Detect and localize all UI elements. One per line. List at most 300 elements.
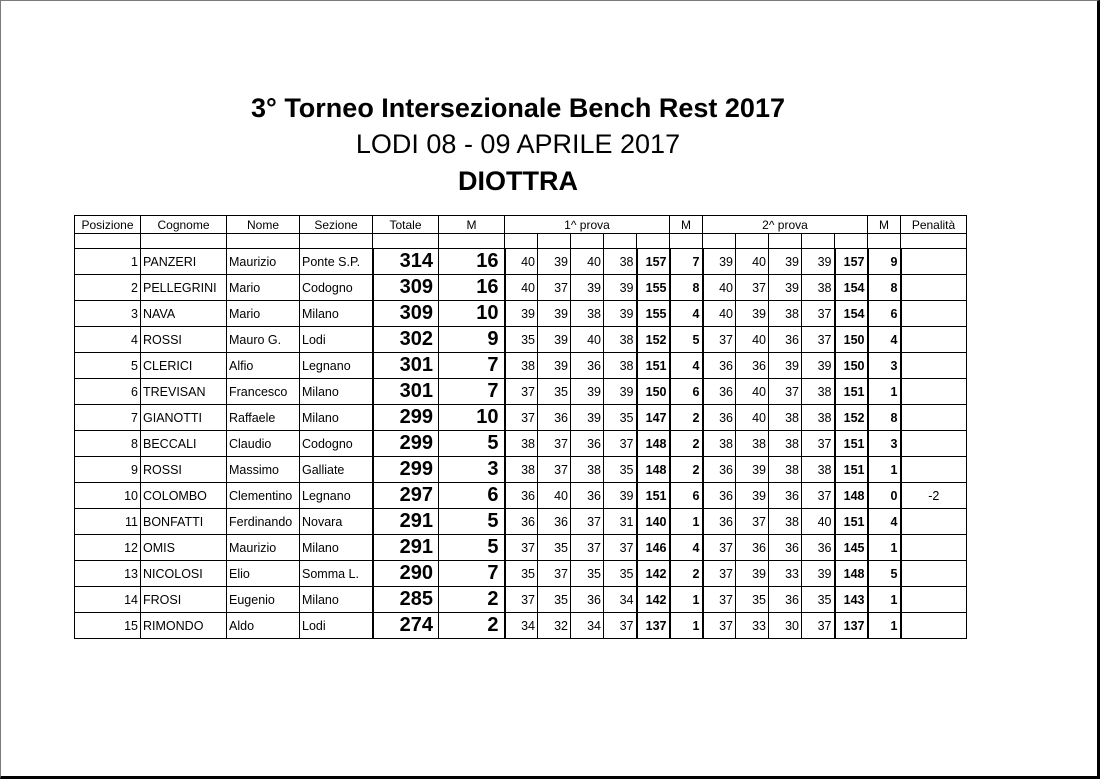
cell-posizione: 6 <box>75 379 141 405</box>
cell-totale: 299 <box>373 431 439 457</box>
cell-p1-2: 40 <box>538 483 571 509</box>
cell-p2-1: 36 <box>703 405 736 431</box>
cell-p1-1: 35 <box>505 561 538 587</box>
cell-p2-2: 35 <box>736 587 769 613</box>
table-row <box>75 587 967 613</box>
cell-cognome: NAVA <box>141 301 227 327</box>
cell-m2: 5 <box>868 561 901 587</box>
cell-penalita <box>901 587 967 613</box>
cell-totale: 291 <box>373 509 439 535</box>
cell-sezione: Lodi <box>300 327 373 353</box>
cell-penalita: -2 <box>901 483 967 509</box>
cell-p2-2: 39 <box>736 483 769 509</box>
cell-m1: 1 <box>670 509 703 535</box>
cell-nome: Ferdinando <box>227 509 300 535</box>
cell-p1-3: 34 <box>571 613 604 639</box>
cell-subtotal-2: 157 <box>835 249 868 275</box>
cell-m1: 6 <box>670 379 703 405</box>
cell-nome: Claudio <box>227 431 300 457</box>
cell-cognome: ROSSI <box>141 327 227 353</box>
cell-m: 3 <box>439 457 505 483</box>
cell-p2-3: 36 <box>769 327 802 353</box>
cell-p1-2: 39 <box>538 327 571 353</box>
cell-p1-1: 38 <box>505 353 538 379</box>
cell-m1: 6 <box>670 483 703 509</box>
cell-p1-4: 37 <box>604 535 637 561</box>
cell-posizione: 12 <box>75 535 141 561</box>
cell-p1-1: 37 <box>505 405 538 431</box>
cell-p1-4: 35 <box>604 405 637 431</box>
cell-p2-3: 38 <box>769 301 802 327</box>
cell-p1-4: 38 <box>604 353 637 379</box>
cell-p2-4: 38 <box>802 275 835 301</box>
cell-p1-3: 37 <box>571 509 604 535</box>
cell-p1-4: 39 <box>604 379 637 405</box>
cell-p1-4: 35 <box>604 457 637 483</box>
cell-p2-3: 36 <box>769 587 802 613</box>
cell-subtotal-1: 142 <box>637 561 670 587</box>
header-m2: M <box>868 216 901 234</box>
header-sezione: Sezione <box>300 216 373 234</box>
cell-p1-2: 36 <box>538 405 571 431</box>
cell-nome: Aldo <box>227 613 300 639</box>
cell-m: 2 <box>439 613 505 639</box>
cell-p2-1: 37 <box>703 613 736 639</box>
cell-p2-2: 39 <box>736 561 769 587</box>
cell-p1-3: 40 <box>571 327 604 353</box>
cell-nome: Mario <box>227 275 300 301</box>
cell-p1-1: 36 <box>505 509 538 535</box>
cell-p1-1: 34 <box>505 613 538 639</box>
cell-p2-4: 39 <box>802 353 835 379</box>
cell-totale: 291 <box>373 535 439 561</box>
cell-cognome: ROSSI <box>141 457 227 483</box>
cell-p2-1: 36 <box>703 509 736 535</box>
cell-subtotal-1: 157 <box>637 249 670 275</box>
table-row <box>75 613 967 639</box>
cell-m1: 1 <box>670 587 703 613</box>
cell-p2-4: 40 <box>802 509 835 535</box>
cell-nome: Elio <box>227 561 300 587</box>
cell-m: 6 <box>439 483 505 509</box>
table-row <box>75 353 967 379</box>
header-totale: Totale <box>373 216 439 234</box>
cell-sezione: Codogno <box>300 275 373 301</box>
cell-penalita <box>901 509 967 535</box>
cell-totale: 302 <box>373 327 439 353</box>
cell-p2-3: 30 <box>769 613 802 639</box>
event-location-date: LODI 08 - 09 APRILE 2017 <box>355 129 681 159</box>
cell-p2-4: 39 <box>802 249 835 275</box>
cell-m2: 3 <box>868 431 901 457</box>
cell-p2-1: 37 <box>703 535 736 561</box>
cell-p1-3: 36 <box>571 587 604 613</box>
cell-p2-4: 38 <box>802 457 835 483</box>
cell-p2-3: 38 <box>769 509 802 535</box>
cell-p1-3: 37 <box>571 535 604 561</box>
cell-subtotal-1: 155 <box>637 275 670 301</box>
cell-p2-3: 38 <box>769 431 802 457</box>
cell-penalita <box>901 535 967 561</box>
header-row <box>75 216 967 234</box>
cell-posizione: 13 <box>75 561 141 587</box>
cell-nome: Clementino <box>227 483 300 509</box>
cell-p2-4: 39 <box>802 561 835 587</box>
cell-p2-3: 33 <box>769 561 802 587</box>
cell-p2-1: 36 <box>703 457 736 483</box>
cell-cognome: TREVISAN <box>141 379 227 405</box>
cell-p1-2: 32 <box>538 613 571 639</box>
cell-subtotal-2: 151 <box>835 431 868 457</box>
results-table <box>74 215 967 639</box>
blank-row <box>75 234 967 249</box>
cell-cognome: GIANOTTI <box>141 405 227 431</box>
cell-m2: 6 <box>868 301 901 327</box>
cell-p1-3: 39 <box>571 275 604 301</box>
cell-totale: 274 <box>373 613 439 639</box>
cell-m1: 7 <box>670 249 703 275</box>
cell-m2: 3 <box>868 353 901 379</box>
cell-p1-3: 36 <box>571 431 604 457</box>
cell-p1-4: 34 <box>604 587 637 613</box>
cell-penalita <box>901 275 967 301</box>
cell-p2-2: 33 <box>736 613 769 639</box>
cell-totale: 299 <box>373 457 439 483</box>
cell-p2-3: 38 <box>769 457 802 483</box>
cell-p2-3: 37 <box>769 379 802 405</box>
cell-nome: Maurizio <box>227 535 300 561</box>
cell-m: 7 <box>439 561 505 587</box>
cell-penalita <box>901 431 967 457</box>
cell-p2-1: 39 <box>703 249 736 275</box>
cell-totale: 309 <box>373 301 439 327</box>
table-row <box>75 405 967 431</box>
table-row <box>75 301 967 327</box>
cell-p2-3: 36 <box>769 483 802 509</box>
cell-m1: 8 <box>670 275 703 301</box>
cell-p1-1: 36 <box>505 483 538 509</box>
cell-p1-1: 38 <box>505 431 538 457</box>
cell-m: 16 <box>439 275 505 301</box>
cell-m2: 8 <box>868 275 901 301</box>
cell-subtotal-2: 137 <box>835 613 868 639</box>
tournament-title: 3° Torneo Intersezionale Bench Rest 2017 <box>251 93 785 123</box>
cell-penalita <box>901 249 967 275</box>
cell-subtotal-1: 152 <box>637 327 670 353</box>
cell-m2: 8 <box>868 405 901 431</box>
cell-posizione: 8 <box>75 431 141 457</box>
cell-subtotal-1: 148 <box>637 431 670 457</box>
cell-p2-4: 37 <box>802 327 835 353</box>
cell-p2-1: 36 <box>703 353 736 379</box>
cell-m1: 5 <box>670 327 703 353</box>
cell-sezione: Somma L. <box>300 561 373 587</box>
cell-p1-2: 37 <box>538 457 571 483</box>
cell-nome: Maurizio <box>227 249 300 275</box>
cell-p1-3: 39 <box>571 379 604 405</box>
cell-m: 2 <box>439 587 505 613</box>
cell-p2-2: 39 <box>736 457 769 483</box>
cell-p1-2: 39 <box>538 301 571 327</box>
cell-posizione: 9 <box>75 457 141 483</box>
cell-p1-2: 37 <box>538 275 571 301</box>
cell-p2-1: 40 <box>703 301 736 327</box>
cell-penalita <box>901 457 967 483</box>
cell-subtotal-2: 152 <box>835 405 868 431</box>
cell-p1-3: 39 <box>571 405 604 431</box>
cell-m: 5 <box>439 509 505 535</box>
header-posizione: Posizione <box>75 216 141 234</box>
cell-p1-1: 37 <box>505 587 538 613</box>
cell-p1-1: 39 <box>505 301 538 327</box>
table-row <box>75 457 967 483</box>
cell-p1-2: 35 <box>538 379 571 405</box>
cell-posizione: 3 <box>75 301 141 327</box>
cell-subtotal-2: 154 <box>835 275 868 301</box>
cell-p2-3: 39 <box>769 249 802 275</box>
cell-p2-3: 38 <box>769 405 802 431</box>
cell-m: 16 <box>439 249 505 275</box>
cell-sezione: Milano <box>300 405 373 431</box>
cell-subtotal-2: 143 <box>835 587 868 613</box>
cell-subtotal-2: 145 <box>835 535 868 561</box>
cell-cognome: FROSI <box>141 587 227 613</box>
cell-m2: 1 <box>868 379 901 405</box>
cell-cognome: PANZERI <box>141 249 227 275</box>
cell-sezione: Milano <box>300 301 373 327</box>
table-row <box>75 379 967 405</box>
table-row <box>75 431 967 457</box>
header-prova2: 2^ prova <box>703 216 868 234</box>
cell-penalita <box>901 379 967 405</box>
cell-subtotal-1: 150 <box>637 379 670 405</box>
cell-sezione: Legnano <box>300 353 373 379</box>
cell-m1: 2 <box>670 431 703 457</box>
cell-p2-1: 37 <box>703 587 736 613</box>
table-row <box>75 509 967 535</box>
cell-subtotal-1: 142 <box>637 587 670 613</box>
cell-subtotal-1: 151 <box>637 353 670 379</box>
cell-m2: 1 <box>868 587 901 613</box>
cell-posizione: 14 <box>75 587 141 613</box>
cell-totale: 301 <box>373 353 439 379</box>
cell-cognome: OMIS <box>141 535 227 561</box>
cell-m: 9 <box>439 327 505 353</box>
cell-m2: 0 <box>868 483 901 509</box>
cell-m1: 2 <box>670 457 703 483</box>
cell-subtotal-1: 155 <box>637 301 670 327</box>
cell-p2-2: 37 <box>736 275 769 301</box>
cell-cognome: NICOLOSI <box>141 561 227 587</box>
cell-p1-2: 39 <box>538 249 571 275</box>
cell-p2-2: 40 <box>736 405 769 431</box>
cell-p1-1: 37 <box>505 535 538 561</box>
cell-p2-4: 37 <box>802 483 835 509</box>
cell-subtotal-1: 146 <box>637 535 670 561</box>
table-row <box>75 249 967 275</box>
cell-p2-1: 37 <box>703 561 736 587</box>
table-row <box>75 561 967 587</box>
cell-sezione: Codogno <box>300 431 373 457</box>
cell-posizione: 5 <box>75 353 141 379</box>
cell-p1-1: 35 <box>505 327 538 353</box>
cell-p1-2: 35 <box>538 587 571 613</box>
cell-totale: 309 <box>373 275 439 301</box>
cell-p1-3: 35 <box>571 561 604 587</box>
cell-cognome: CLERICI <box>141 353 227 379</box>
table-row <box>75 275 967 301</box>
cell-totale: 290 <box>373 561 439 587</box>
cell-p2-2: 40 <box>736 249 769 275</box>
table-row <box>75 327 967 353</box>
cell-subtotal-2: 151 <box>835 379 868 405</box>
cell-penalita <box>901 301 967 327</box>
cell-sezione: Novara <box>300 509 373 535</box>
cell-p1-4: 39 <box>604 275 637 301</box>
cell-sezione: Galliate <box>300 457 373 483</box>
cell-totale: 297 <box>373 483 439 509</box>
cell-cognome: BECCALI <box>141 431 227 457</box>
cell-p2-2: 39 <box>736 301 769 327</box>
cell-p1-2: 37 <box>538 431 571 457</box>
header-m1: M <box>670 216 703 234</box>
cell-cognome: RIMONDO <box>141 613 227 639</box>
cell-sezione: Milano <box>300 379 373 405</box>
cell-sezione: Legnano <box>300 483 373 509</box>
cell-p1-3: 38 <box>571 457 604 483</box>
cell-p1-3: 38 <box>571 301 604 327</box>
cell-subtotal-1: 140 <box>637 509 670 535</box>
cell-subtotal-2: 148 <box>835 561 868 587</box>
cell-posizione: 4 <box>75 327 141 353</box>
cell-penalita <box>901 613 967 639</box>
cell-m2: 9 <box>868 249 901 275</box>
cell-m1: 2 <box>670 561 703 587</box>
cell-p2-1: 37 <box>703 327 736 353</box>
cell-penalita <box>901 561 967 587</box>
cell-subtotal-2: 148 <box>835 483 868 509</box>
cell-totale: 299 <box>373 405 439 431</box>
cell-p1-4: 37 <box>604 431 637 457</box>
cell-subtotal-2: 150 <box>835 327 868 353</box>
cell-p1-4: 38 <box>604 249 637 275</box>
cell-m2: 4 <box>868 327 901 353</box>
cell-m: 5 <box>439 535 505 561</box>
cell-p1-3: 36 <box>571 353 604 379</box>
cell-m: 10 <box>439 301 505 327</box>
cell-p2-2: 40 <box>736 327 769 353</box>
cell-p2-3: 39 <box>769 275 802 301</box>
cell-p1-1: 40 <box>505 249 538 275</box>
cell-p1-4: 35 <box>604 561 637 587</box>
cell-subtotal-1: 151 <box>637 483 670 509</box>
cell-sezione: Milano <box>300 587 373 613</box>
cell-posizione: 2 <box>75 275 141 301</box>
cell-subtotal-2: 151 <box>835 509 868 535</box>
cell-m: 7 <box>439 379 505 405</box>
cell-subtotal-1: 148 <box>637 457 670 483</box>
cell-p2-4: 38 <box>802 405 835 431</box>
cell-m2: 1 <box>868 457 901 483</box>
cell-subtotal-2: 154 <box>835 301 868 327</box>
cell-p2-4: 38 <box>802 379 835 405</box>
cell-m1: 4 <box>670 301 703 327</box>
cell-penalita <box>901 405 967 431</box>
cell-subtotal-2: 151 <box>835 457 868 483</box>
header-cognome: Cognome <box>141 216 227 234</box>
cell-penalita <box>901 327 967 353</box>
cell-m1: 4 <box>670 535 703 561</box>
cell-p1-4: 31 <box>604 509 637 535</box>
cell-nome: Alfio <box>227 353 300 379</box>
cell-m: 5 <box>439 431 505 457</box>
cell-p2-1: 36 <box>703 483 736 509</box>
cell-p2-4: 37 <box>802 431 835 457</box>
cell-m2: 4 <box>868 509 901 535</box>
cell-posizione: 7 <box>75 405 141 431</box>
cell-posizione: 1 <box>75 249 141 275</box>
table-row <box>75 483 967 509</box>
cell-p2-4: 35 <box>802 587 835 613</box>
cell-p1-1: 37 <box>505 379 538 405</box>
cell-posizione: 10 <box>75 483 141 509</box>
cell-p2-1: 38 <box>703 431 736 457</box>
cell-p2-4: 37 <box>802 613 835 639</box>
header-penalita: Penalità <box>901 216 967 234</box>
cell-p2-3: 36 <box>769 535 802 561</box>
cell-m2: 1 <box>868 613 901 639</box>
cell-p1-4: 37 <box>604 613 637 639</box>
cell-totale: 301 <box>373 379 439 405</box>
cell-subtotal-1: 137 <box>637 613 670 639</box>
cell-sezione: Milano <box>300 535 373 561</box>
header-nome: Nome <box>227 216 300 234</box>
cell-totale: 314 <box>373 249 439 275</box>
cell-p1-2: 36 <box>538 509 571 535</box>
cell-p1-3: 36 <box>571 483 604 509</box>
cell-p2-2: 38 <box>736 431 769 457</box>
cell-cognome: COLOMBO <box>141 483 227 509</box>
cell-p1-4: 38 <box>604 327 637 353</box>
cell-nome: Massimo <box>227 457 300 483</box>
cell-nome: Mauro G. <box>227 327 300 353</box>
cell-p2-2: 36 <box>736 353 769 379</box>
cell-p1-2: 39 <box>538 353 571 379</box>
cell-p1-1: 40 <box>505 275 538 301</box>
cell-posizione: 11 <box>75 509 141 535</box>
category-title: DIOTTRA <box>458 166 578 196</box>
cell-sezione: Ponte S.P. <box>300 249 373 275</box>
cell-m1: 4 <box>670 353 703 379</box>
cell-m2: 1 <box>868 535 901 561</box>
cell-p1-4: 39 <box>604 301 637 327</box>
cell-p2-2: 40 <box>736 379 769 405</box>
cell-p1-2: 37 <box>538 561 571 587</box>
cell-nome: Raffaele <box>227 405 300 431</box>
cell-m1: 1 <box>670 613 703 639</box>
cell-p2-1: 36 <box>703 379 736 405</box>
cell-p2-4: 37 <box>802 301 835 327</box>
cell-p1-4: 39 <box>604 483 637 509</box>
cell-p1-2: 35 <box>538 535 571 561</box>
header-prova1: 1^ prova <box>505 216 670 234</box>
table-row <box>75 535 967 561</box>
cell-p1-3: 40 <box>571 249 604 275</box>
cell-nome: Mario <box>227 301 300 327</box>
cell-p2-3: 39 <box>769 353 802 379</box>
cell-totale: 285 <box>373 587 439 613</box>
cell-cognome: PELLEGRINI <box>141 275 227 301</box>
